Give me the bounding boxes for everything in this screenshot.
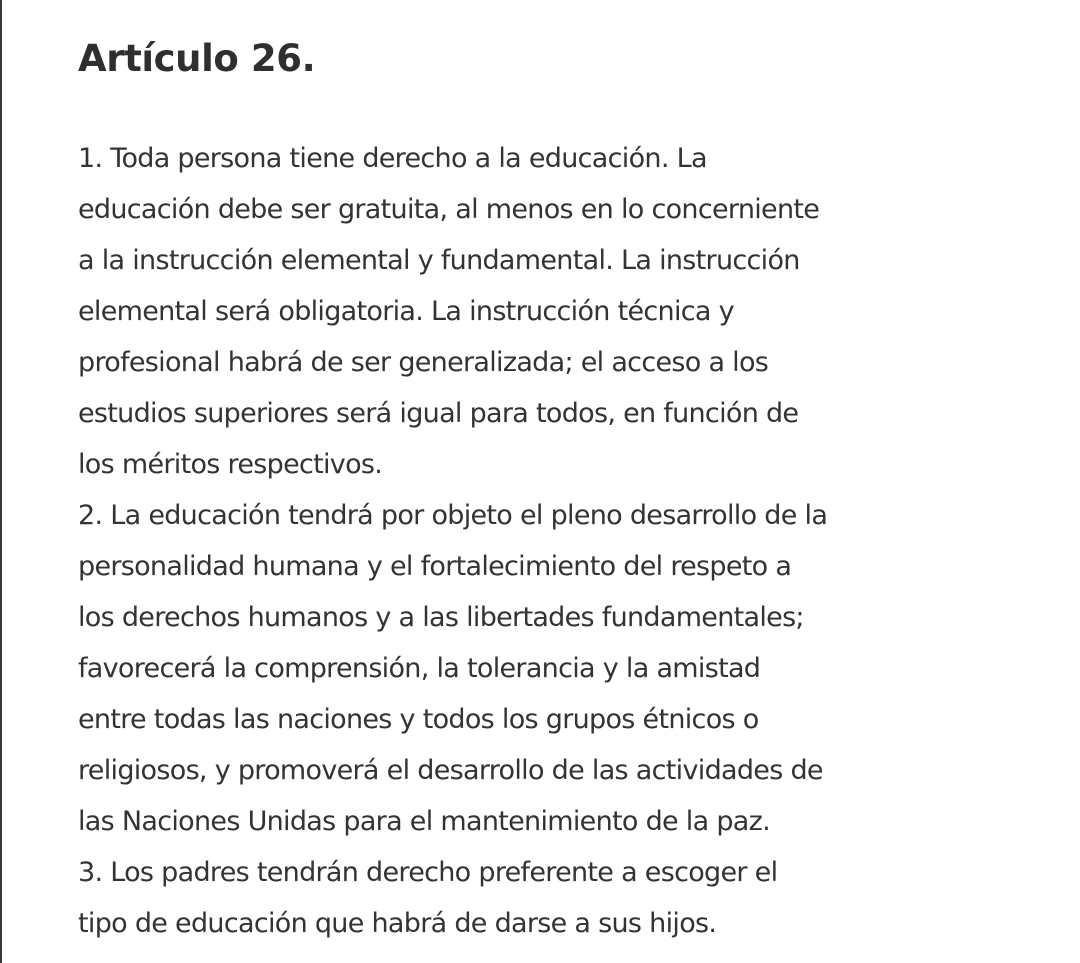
paragraph-2-line: las Naciones Unidas para el mantenimiento de la paz.: [78, 806, 770, 837]
paragraph-2-line: personalidad humana y el fortalecimiento del respeto a: [78, 551, 792, 582]
left-border-line: [0, 0, 2, 963]
paragraph-2-line: 2. La educación tendrá por objeto el pleno desarrollo de la: [78, 500, 828, 531]
paragraph-1-line: 1. Toda persona tiene derecho a la educación. La: [78, 143, 707, 174]
paragraph-2-line: los derechos humanos y a las libertades fundamentales;: [78, 602, 804, 633]
article-body: [78, 133, 827, 949]
paragraph-3-line: 3. Los padres tendrán derecho preferente a escoger el: [78, 857, 778, 888]
article-title: Artículo 26.: [78, 37, 316, 80]
paragraph-1-line: estudios superiores será igual para todos, en función de: [78, 398, 799, 429]
paragraph-1-line: elemental será obligatoria. La instrucción técnica y: [78, 296, 734, 327]
paragraph-3-line: tipo de educación que habrá de darse a sus hijos.: [78, 908, 717, 939]
paragraph-1-line: profesional habrá de ser generalizada; el acceso a los: [78, 347, 769, 378]
paragraph-2-line: entre todas las naciones y todos los grupos étnicos o: [78, 704, 759, 735]
paragraph-2-line: religiosos, y promoverá el desarrollo de las actividades de: [78, 755, 823, 786]
paragraph-2-line: favorecerá la comprensión, la tolerancia y la amistad: [78, 653, 761, 684]
paragraph-1-line: los méritos respectivos.: [78, 449, 383, 480]
paragraph-1-line: educación debe ser gratuita, al menos en lo concerniente: [78, 194, 820, 225]
paragraph-1-line: a la instrucción elemental y fundamental. La instrucción: [78, 245, 800, 276]
